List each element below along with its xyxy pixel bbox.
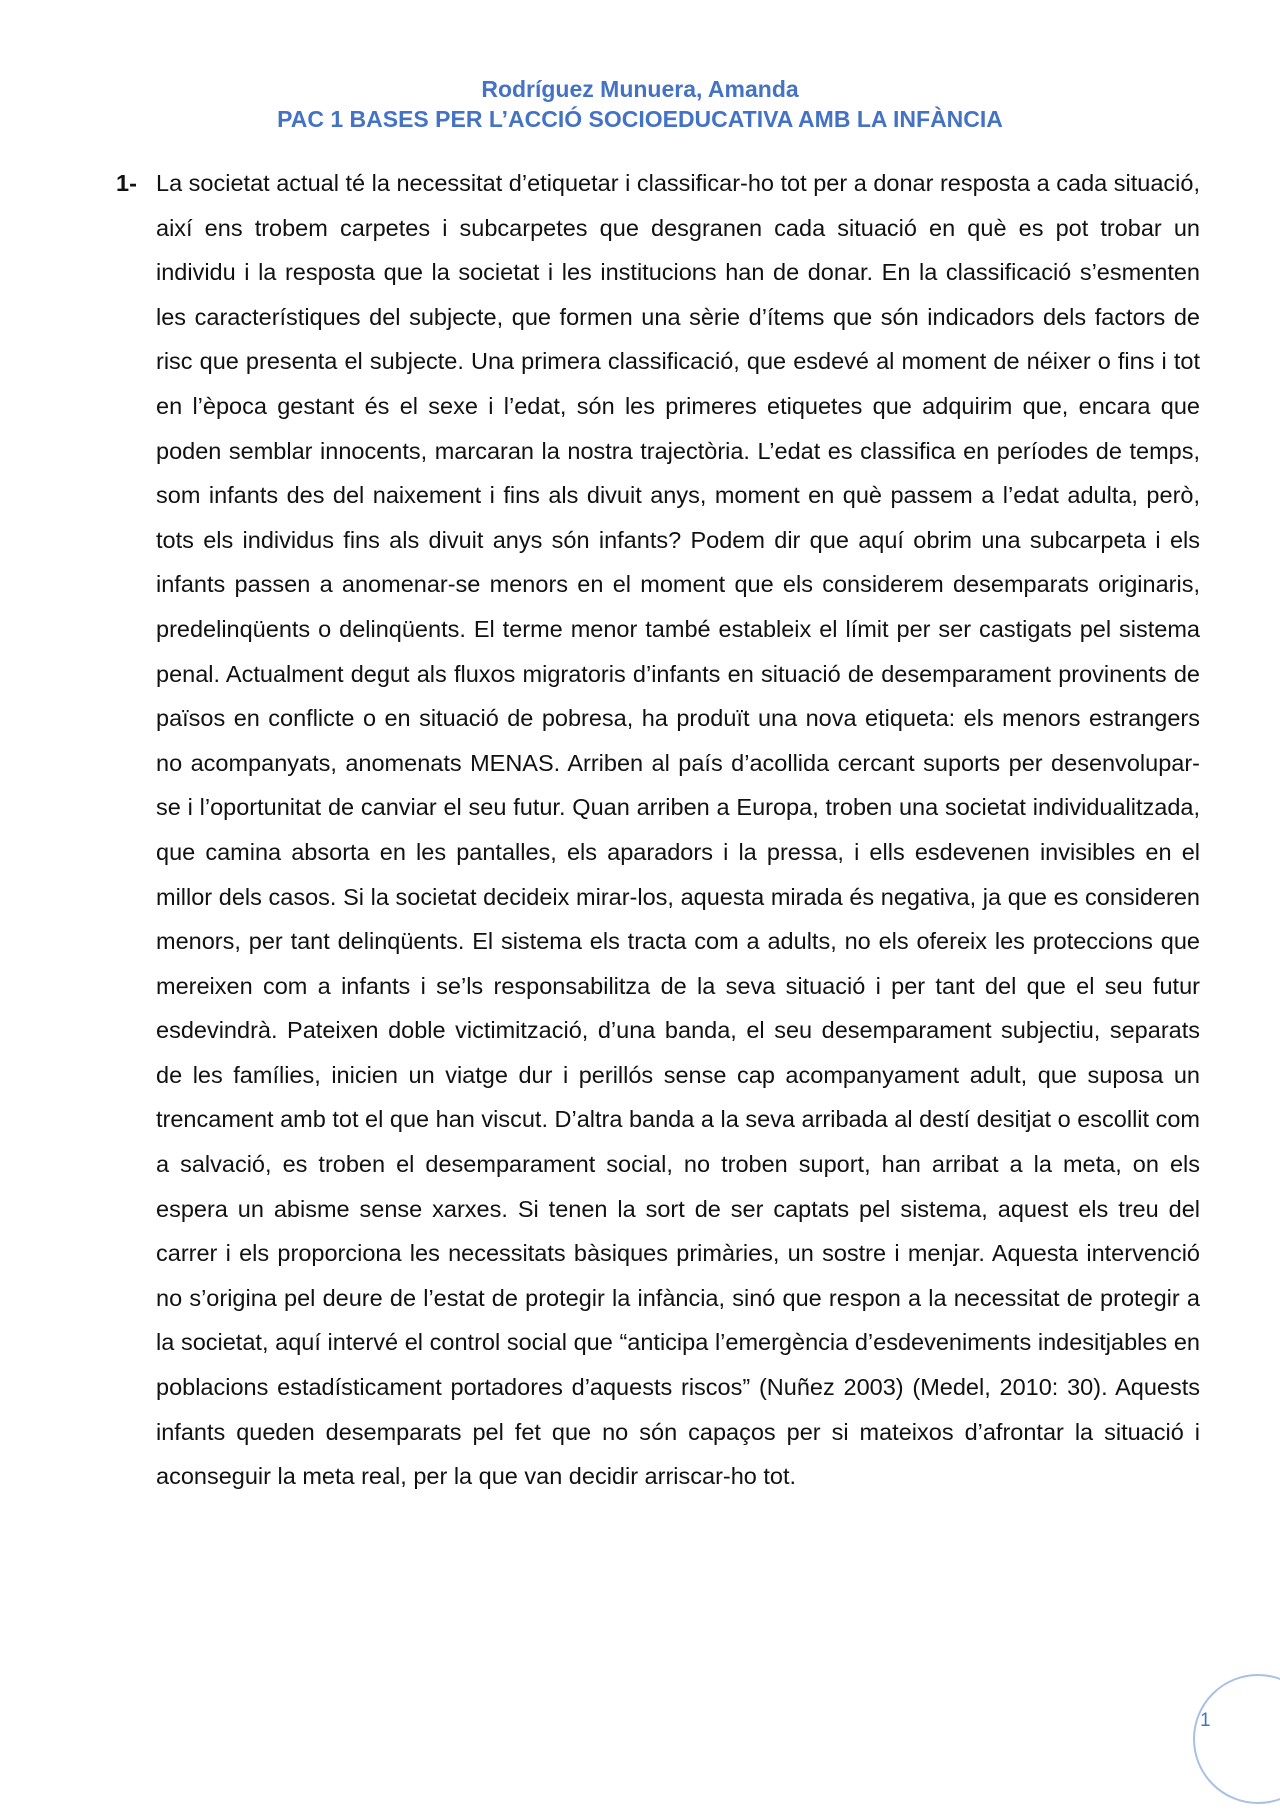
document-header — [0, 74, 1280, 134]
page-number-circle — [1193, 1674, 1280, 1804]
author-name: Rodríguez Munuera, Amanda — [481, 76, 799, 102]
document-title: PAC 1 BASES PER L’ACCIÓ SOCIOEDUCATIVA AMB LA INFÀNCIA — [277, 106, 1003, 132]
question-item — [116, 161, 1200, 1499]
question-number: 1- — [116, 170, 137, 196]
question-paragraph: La societat actual té la necessitat d’etiquetar i classificar-ho tot per a donar resposta a cada situació, així ens trobem carpetes i subcarpetes que desgranen cada situació en què es pot trobar un individu i la resposta que la societat i les institucions han de donar. En la classificació s’esmenten les característiques del subjecte, que formen una sèrie d’ítems que són indicadors dels factors de risc que presenta el subjecte. Una primera classificació, que esdevé al moment de néixer o fins i tot en l’època gestant és el sexe i l’edat, són les primeres etiquetes que adquirim que, encara que poden semblar innocents, marcaran la nostra trajectòria. L’edat es classifica en períodes de temps, som infants des del naixement i fins als divuit anys, moment en què passem a l’edat adulta, però, tots els individus fins als divuit anys són infants? Podem dir que aquí obrim una subcarpeta i els infants passen a anomenar-se menors en el moment que els considerem desemparats originaris, predelinqüents o delinqüents. El terme menor també estableix el límit per ser castigats pel sistema penal. Actualment degut als fluxos migratoris d’infants en situació de desemparament provinents de països en conflicte o en situació de pobresa, ha produït una nova etiqueta: els menors estrangers no acompanyats, anomenats MENAS. Arriben al país d’acollida cercant suports per desenvolupar-se i l’oportunitat de canviar el seu futur. Quan arriben a Europa, troben una societat individualitzada, que camina absorta en les pantalles, els aparadors i la pressa, i ells esdevenen invisibles en el millor dels casos. Si la societat decideix mirar-los, aquesta mirada és negativa, ja que es consideren menors, per tant delinqüents. El sistema els tracta com a adults, no els ofereix les proteccions que mereixen com a infants i se’ls responsabilitza de la seva situació i per tant del que el seu futur esdevindrà. Pateixen doble victimització, d’una banda, el seu desemparament subjectiu, separats de les famílies, inicien un viatge dur i perillós sense cap acompanyament adult, que suposa un trencament amb tot el que han viscut. D’altra banda a la seva arribada al destí desitjat o escollit com a salvació, es troben el desemparament social, no troben suport, han arribat a la meta, on els espera un abisme sense xarxes. Si tenen la sort de ser captats pel sistema, aquest els treu del carrer i els proporciona les necessitats bàsiques primàries, un sostre i menjar. Aquesta intervenció no s’origina pel deure de l’estat de protegir la infància, sinó que respon a la necessitat de protegir a la societat, aquí intervé el control social que “anticipa l’emergència d’esdeveniments indesitjables en poblacions estadísticament portadores d’aquests riscos” (Nuñez 2003) (Medel, 2010: 30). Aquests infants queden desemparats pel fet que no són capaços per si mateixos d’afrontar la situació i aconseguir la meta real, per la que van decidir arriscar-ho tot. — [156, 170, 1200, 1490]
page-number: 1 — [1200, 1710, 1211, 1731]
